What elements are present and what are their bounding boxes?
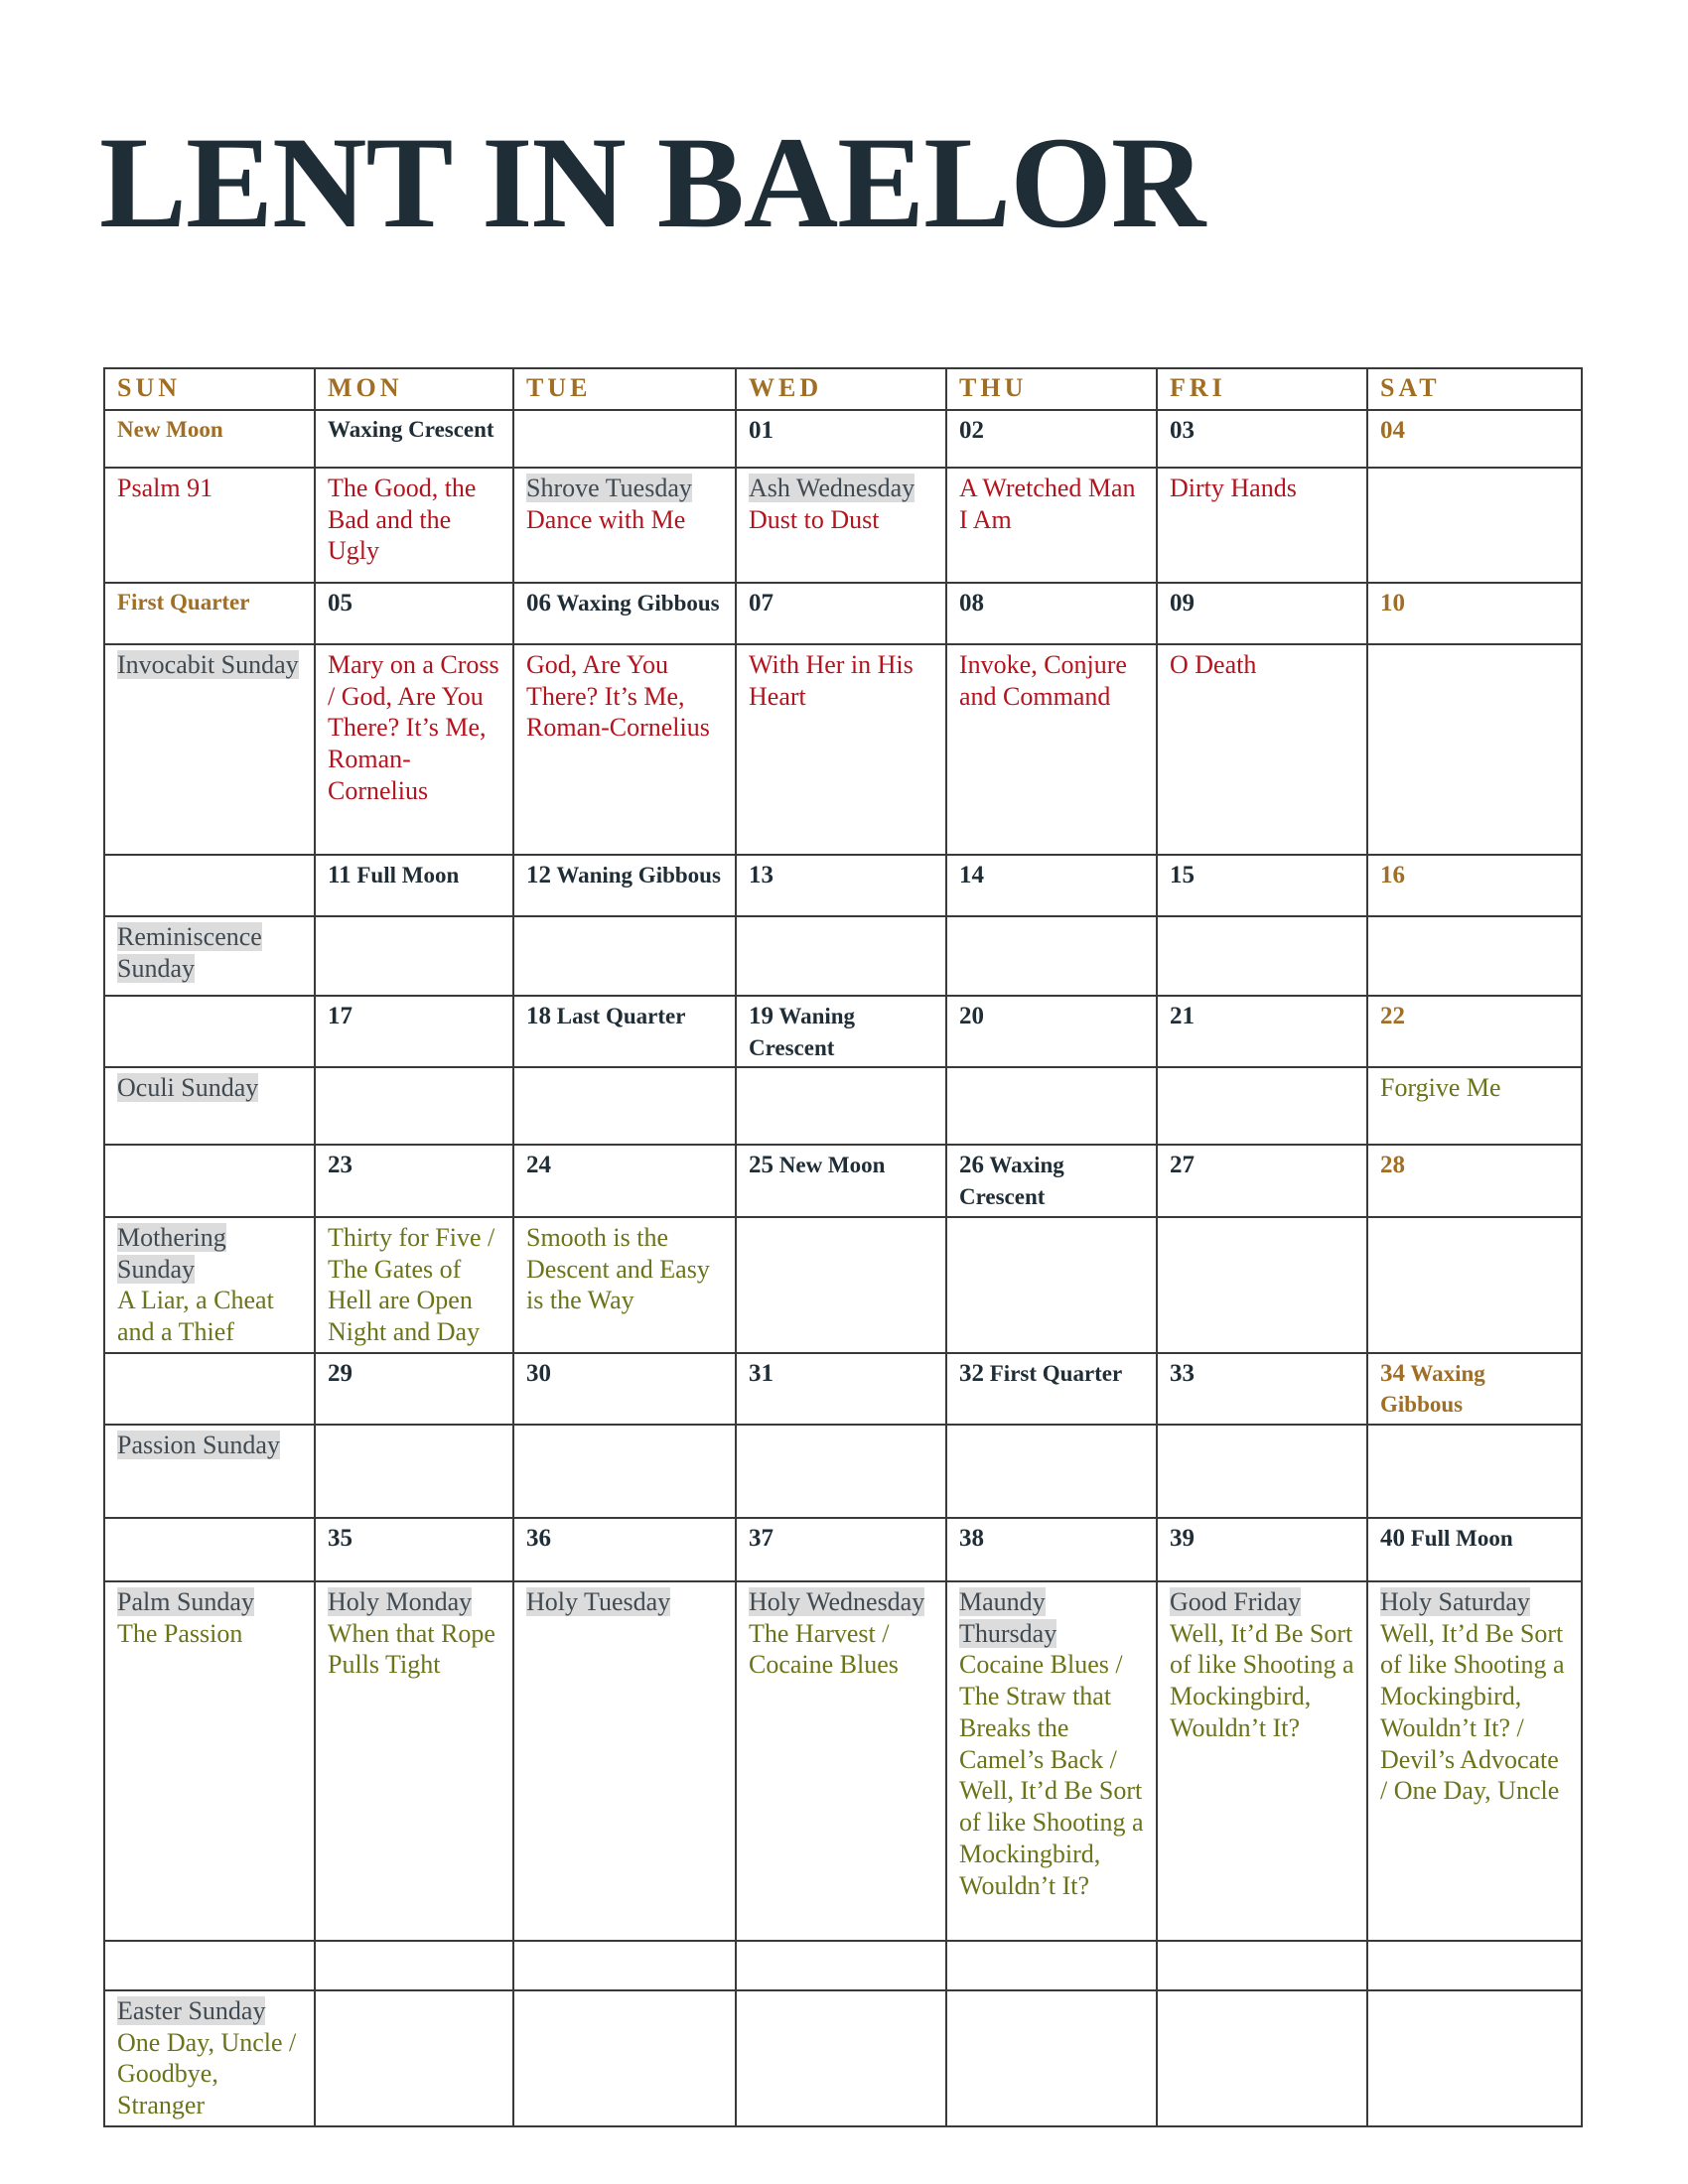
event-cell bbox=[946, 1067, 1157, 1145]
date-cell: 40 Full Moon bbox=[1367, 1518, 1582, 1581]
event-row bbox=[104, 1990, 1582, 2126]
event-cell bbox=[1157, 1217, 1367, 1353]
observance-label: Palm Sunday bbox=[117, 1587, 254, 1617]
date-cell: 20 bbox=[946, 996, 1157, 1067]
event-cell bbox=[1157, 1067, 1367, 1145]
date-cell bbox=[104, 1941, 315, 1990]
weekday-header: FRI bbox=[1157, 368, 1367, 410]
date-cell: 13 bbox=[736, 855, 946, 916]
event-row bbox=[104, 468, 1582, 583]
date-cell: 18 Last Quarter bbox=[513, 996, 736, 1067]
date-row bbox=[104, 1145, 1582, 1216]
weekday-header: MON bbox=[315, 368, 513, 410]
event-row bbox=[104, 1425, 1582, 1518]
event-cell: Shrove Tuesday Dance with Me bbox=[513, 468, 736, 583]
observance-label: Invocabit Sunday bbox=[117, 650, 299, 679]
event-cell bbox=[315, 1990, 513, 2126]
weekday-header: SUN bbox=[104, 368, 315, 410]
event-row bbox=[104, 1067, 1582, 1145]
observance-label: Passion Sunday bbox=[117, 1431, 280, 1460]
date-cell: 31 bbox=[736, 1353, 946, 1425]
event-cell bbox=[1367, 1425, 1582, 1518]
date-cell: 15 bbox=[1157, 855, 1367, 916]
event-cell: God, Are You There? It’s Me, Roman-Cornelius bbox=[513, 644, 736, 855]
event-cell bbox=[736, 1067, 946, 1145]
observance-label: Reminiscence Sunday bbox=[117, 922, 262, 983]
date-cell: 17 bbox=[315, 996, 513, 1067]
observance-label: Good Friday bbox=[1170, 1587, 1302, 1617]
event-cell: Invoke, Conjure and Command bbox=[946, 644, 1157, 855]
date-row bbox=[104, 583, 1582, 644]
date-cell: 27 bbox=[1157, 1145, 1367, 1216]
date-cell bbox=[315, 1941, 513, 1990]
event-row bbox=[104, 1581, 1582, 1941]
event-cell: Holy Wednesday The Harvest / Cocaine Blues bbox=[736, 1581, 946, 1941]
date-cell: 34 Waxing Gibbous bbox=[1367, 1353, 1582, 1425]
date-cell: 30 bbox=[513, 1353, 736, 1425]
date-cell: 39 bbox=[1157, 1518, 1367, 1581]
event-cell bbox=[736, 916, 946, 996]
event-cell bbox=[1367, 644, 1582, 855]
event-cell bbox=[1157, 1425, 1367, 1518]
observance-label: Holy Saturday bbox=[1380, 1587, 1530, 1617]
event-cell bbox=[513, 1990, 736, 2126]
event-cell bbox=[946, 1425, 1157, 1518]
observance-label: Shrove Tuesday bbox=[526, 474, 692, 502]
event-cell: Thirty for Five / The Gates of Hell are Open Night and Day bbox=[315, 1217, 513, 1353]
date-row bbox=[104, 410, 1582, 468]
event-cell: Mothering Sunday A Liar, a Cheat and a Thief bbox=[104, 1217, 315, 1353]
date-cell bbox=[104, 1145, 315, 1216]
observance-label: Easter Sunday bbox=[117, 1996, 266, 2026]
date-cell: 24 bbox=[513, 1145, 736, 1216]
event-cell: Easter Sunday One Day, Uncle / Goodbye, Stranger bbox=[104, 1990, 315, 2126]
event-cell bbox=[736, 1217, 946, 1353]
weekday-header: WED bbox=[736, 368, 946, 410]
date-cell: 10 bbox=[1367, 583, 1582, 644]
event-cell bbox=[315, 916, 513, 996]
event-cell: Holy Saturday Well, It’d Be Sort of like Shooting a Mockingbird, Wouldn’t It? / Devil’s Advocate / One Day, Uncle bbox=[1367, 1581, 1582, 1941]
date-cell: 02 bbox=[946, 410, 1157, 468]
event-cell: The Good, the Bad and the Ugly bbox=[315, 468, 513, 583]
date-cell: 28 bbox=[1367, 1145, 1582, 1216]
weekday-header: TUE bbox=[513, 368, 736, 410]
event-cell: O Death bbox=[1157, 644, 1367, 855]
weekday-header: THU bbox=[946, 368, 1157, 410]
date-cell: 23 bbox=[315, 1145, 513, 1216]
date-cell: 36 bbox=[513, 1518, 736, 1581]
date-cell bbox=[736, 1941, 946, 1990]
date-cell: 26 Waxing Crescent bbox=[946, 1145, 1157, 1216]
observance-label: Oculi Sunday bbox=[117, 1073, 259, 1103]
date-cell: 06 Waxing Gibbous bbox=[513, 583, 736, 644]
date-cell: 09 bbox=[1157, 583, 1367, 644]
date-cell: 33 bbox=[1157, 1353, 1367, 1425]
date-cell bbox=[513, 1941, 736, 1990]
date-cell: 37 bbox=[736, 1518, 946, 1581]
page-title: LENT IN BAELOR bbox=[99, 109, 1205, 255]
event-cell bbox=[946, 916, 1157, 996]
date-cell: 38 bbox=[946, 1518, 1157, 1581]
event-cell: Dirty Hands bbox=[1157, 468, 1367, 583]
date-cell: 05 bbox=[315, 583, 513, 644]
date-cell bbox=[104, 1353, 315, 1425]
moon-phase-label: First Quarter bbox=[104, 583, 315, 644]
date-cell: 12 Waning Gibbous bbox=[513, 855, 736, 916]
observance-label: Maundy Thursday bbox=[959, 1587, 1057, 1648]
date-cell: 01 bbox=[736, 410, 946, 468]
observance-label: Ash Wednesday bbox=[749, 474, 915, 502]
event-cell: Palm Sunday The Passion bbox=[104, 1581, 315, 1941]
event-cell: Psalm 91 bbox=[104, 468, 315, 583]
date-cell: 19 Waning Crescent bbox=[736, 996, 946, 1067]
event-cell bbox=[946, 1990, 1157, 2126]
event-cell bbox=[736, 1425, 946, 1518]
observance-label: Holy Tuesday bbox=[526, 1587, 671, 1617]
event-cell bbox=[104, 1425, 315, 1518]
date-cell: 03 bbox=[1157, 410, 1367, 468]
event-cell bbox=[315, 1067, 513, 1145]
calendar-table bbox=[103, 367, 1583, 2127]
moon-phase-label: New Moon bbox=[104, 410, 315, 468]
date-cell: 29 bbox=[315, 1353, 513, 1425]
date-cell bbox=[1367, 1941, 1582, 1990]
event-cell bbox=[513, 1425, 736, 1518]
observance-label: Mothering Sunday bbox=[117, 1222, 226, 1284]
event-cell bbox=[315, 1425, 513, 1518]
moon-phase-label: Waxing Crescent bbox=[315, 410, 513, 468]
event-cell: A Wretched Man I Am bbox=[946, 468, 1157, 583]
date-cell: 25 New Moon bbox=[736, 1145, 946, 1216]
date-cell: 11 Full Moon bbox=[315, 855, 513, 916]
event-cell: Good Friday Well, It’d Be Sort of like Shooting a Mockingbird, Wouldn’t It? bbox=[1157, 1581, 1367, 1941]
event-cell bbox=[1367, 916, 1582, 996]
event-cell bbox=[1367, 468, 1582, 583]
date-row bbox=[104, 855, 1582, 916]
observance-label: Holy Monday bbox=[328, 1587, 473, 1617]
date-cell: 07 bbox=[736, 583, 946, 644]
date-cell: 32 First Quarter bbox=[946, 1353, 1157, 1425]
event-cell bbox=[104, 1067, 315, 1145]
date-cell bbox=[1157, 1941, 1367, 1990]
date-cell: 35 bbox=[315, 1518, 513, 1581]
event-cell bbox=[104, 644, 315, 855]
event-row bbox=[104, 916, 1582, 996]
observance-label: Holy Wednesday bbox=[749, 1587, 925, 1617]
event-cell bbox=[513, 916, 736, 996]
event-cell: Holy Monday When that Rope Pulls Tight bbox=[315, 1581, 513, 1941]
event-row bbox=[104, 1217, 1582, 1353]
event-cell bbox=[104, 916, 315, 996]
weekday-header: SAT bbox=[1367, 368, 1582, 410]
date-row bbox=[104, 996, 1582, 1067]
event-cell: Ash Wednesday Dust to Dust bbox=[736, 468, 946, 583]
event-cell bbox=[1157, 916, 1367, 996]
event-cell: Forgive Me bbox=[1367, 1067, 1582, 1145]
event-cell bbox=[1367, 1217, 1582, 1353]
date-row bbox=[104, 1518, 1582, 1581]
date-cell bbox=[104, 1518, 315, 1581]
event-cell bbox=[513, 1581, 736, 1941]
event-cell: Maundy Thursday Cocaine Blues / The Straw that Breaks the Camel’s Back / Well, It’d Be Sort of like Shooting a Mockingbird, Wouldn’t It? bbox=[946, 1581, 1157, 1941]
event-cell bbox=[513, 1067, 736, 1145]
date-cell bbox=[104, 855, 315, 916]
event-cell bbox=[946, 1217, 1157, 1353]
date-cell bbox=[946, 1941, 1157, 1990]
weekday-header-row bbox=[104, 368, 1582, 410]
event-cell bbox=[1157, 1990, 1367, 2126]
event-cell: With Her in His Heart bbox=[736, 644, 946, 855]
event-row bbox=[104, 644, 1582, 855]
event-cell bbox=[1367, 1990, 1582, 2126]
date-cell: 04 bbox=[1367, 410, 1582, 468]
date-cell bbox=[104, 996, 315, 1067]
date-cell: 21 bbox=[1157, 996, 1367, 1067]
event-cell: Smooth is the Descent and Easy is the Way bbox=[513, 1217, 736, 1353]
date-cell: 14 bbox=[946, 855, 1157, 916]
date-cell: 16 bbox=[1367, 855, 1582, 916]
date-row bbox=[104, 1941, 1582, 1990]
date-cell bbox=[513, 410, 736, 468]
date-cell: 22 bbox=[1367, 996, 1582, 1067]
event-cell: Mary on a Cross / God, Are You There? It’s Me, Roman-Cornelius bbox=[315, 644, 513, 855]
date-row bbox=[104, 1353, 1582, 1425]
date-cell: 08 bbox=[946, 583, 1157, 644]
event-cell bbox=[736, 1990, 946, 2126]
